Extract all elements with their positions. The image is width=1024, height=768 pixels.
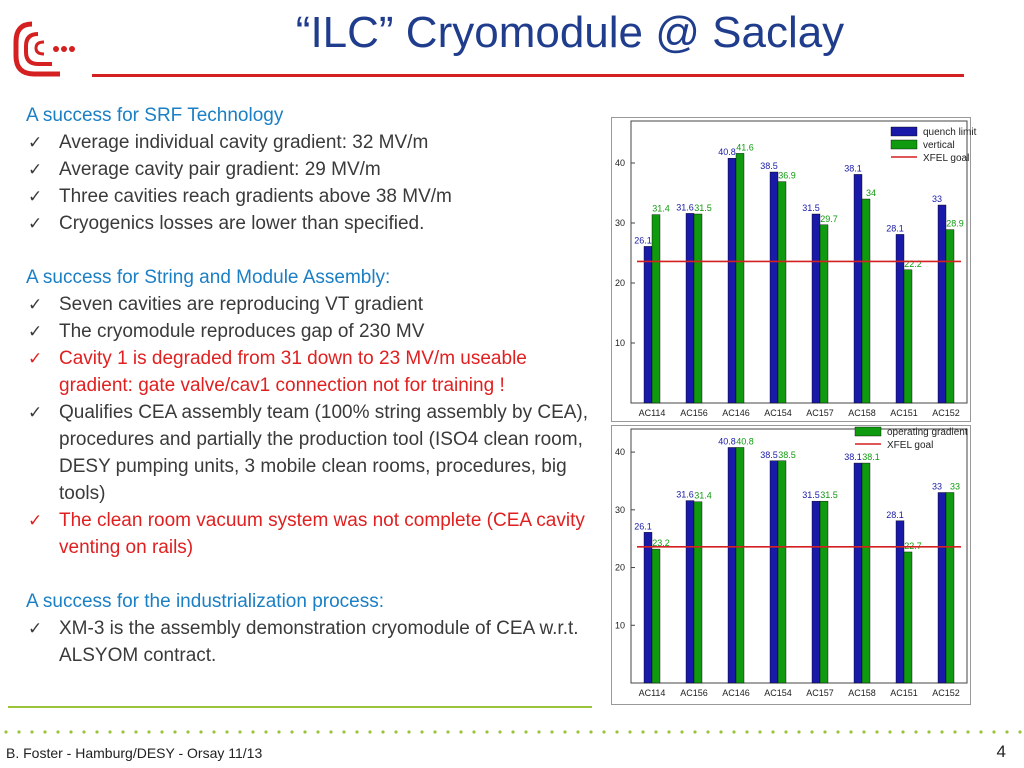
bar	[728, 447, 736, 683]
bullet-text: Qualifies CEA assembly team (100% string assembly by CEA), procedures and partially the production tool (ISO4 clean room, DESY pumping units, 3 mobile clean rooms, procedures, big tools)	[59, 402, 589, 504]
bar	[644, 246, 652, 403]
footer-dot	[43, 730, 46, 733]
footer-dot	[368, 730, 371, 733]
x-tick-label: AC151	[890, 408, 918, 418]
x-tick-label: AC152	[932, 688, 960, 698]
footer-dot	[264, 730, 267, 733]
footer-dot	[706, 730, 709, 733]
x-tick-label: AC156	[680, 688, 708, 698]
bar	[938, 205, 946, 403]
legend-swatch	[891, 127, 917, 136]
bar	[812, 214, 820, 403]
footer-dot	[212, 730, 215, 733]
bar	[896, 521, 904, 683]
bar	[812, 501, 820, 683]
footer-dot	[342, 730, 345, 733]
data-label: 31.6	[676, 202, 694, 213]
x-tick-label: AC154	[764, 408, 792, 418]
footer-dot	[160, 730, 163, 733]
data-label: 33	[931, 194, 943, 204]
data-label: 38.5	[760, 449, 778, 460]
footer-dot	[420, 730, 423, 733]
checkmark-icon: ✓	[28, 403, 43, 422]
bar	[904, 552, 912, 683]
bar	[938, 493, 946, 684]
footer-dot	[914, 730, 917, 733]
bar	[854, 174, 862, 403]
data-label: 34	[865, 188, 877, 198]
x-tick-label: AC158	[848, 408, 876, 418]
footer-dot	[394, 730, 397, 733]
y-tick-label: 30	[614, 218, 625, 228]
footer-dot	[95, 730, 98, 733]
bar	[652, 215, 660, 403]
footer-dot	[277, 730, 280, 733]
title-underline	[92, 74, 964, 77]
x-tick-label: AC146	[722, 688, 750, 698]
data-label: 41.6	[736, 142, 754, 153]
data-label: 22.2	[904, 258, 922, 269]
footer-dot	[134, 730, 137, 733]
data-label: 28.1	[886, 223, 904, 234]
data-label: 31.5	[802, 203, 820, 213]
footer-dot	[225, 730, 228, 733]
bar	[862, 463, 870, 683]
footer-dot	[680, 730, 683, 733]
lal-logo	[12, 18, 82, 78]
footer-dotted-line	[0, 729, 1024, 735]
footer-dot	[4, 730, 7, 733]
y-tick-label: 10	[614, 620, 625, 631]
bar	[644, 532, 652, 683]
x-tick-label: AC157	[806, 688, 834, 698]
legend-label: vertical	[923, 140, 955, 151]
data-label: 38.1	[862, 452, 880, 463]
data-label: 40.8	[736, 436, 754, 447]
y-tick-label: 30	[614, 504, 625, 515]
footer-dot	[433, 730, 436, 733]
legend-label: XFEL goal	[887, 440, 934, 451]
footer-dot	[888, 730, 891, 733]
footer-dot	[30, 730, 33, 733]
data-label: 31.4	[652, 203, 670, 214]
data-label: 38.5	[778, 449, 796, 460]
checkmark-icon: ✓	[28, 160, 43, 179]
footer-dot	[940, 730, 943, 733]
bar	[862, 199, 870, 403]
data-label: 31.5	[802, 490, 820, 501]
x-tick-label: AC156	[680, 408, 708, 418]
footer-dot	[173, 730, 176, 733]
footer-author: B. Foster - Hamburg/DESY - Orsay 11/13	[6, 745, 263, 761]
footer-dot	[615, 730, 618, 733]
footer-dot	[1005, 730, 1008, 733]
footer-dot	[329, 730, 332, 733]
legend-swatch	[855, 427, 881, 436]
bar	[904, 270, 912, 403]
bullet-text: XM-3 is the assembly demonstration cryomodule of CEA w.r.t. ALSYOM contract.	[59, 618, 579, 666]
footer-dot	[147, 730, 150, 733]
section-heading: A success for the industrialization process:	[26, 591, 385, 612]
bullet-text: Cryogenics losses are lower than specified.	[59, 213, 425, 234]
data-label: 28.1	[886, 509, 904, 520]
x-tick-label: AC146	[722, 408, 750, 418]
data-label: 28.9	[946, 218, 964, 229]
checkmark-icon: ✓	[28, 322, 43, 341]
y-tick-label: 40	[614, 447, 625, 458]
data-label: 23.2	[652, 538, 670, 549]
footer-dot	[745, 730, 748, 733]
x-tick-label: AC114	[638, 408, 666, 418]
footer-dot	[82, 730, 85, 733]
checkmark-icon: ✓	[28, 187, 43, 206]
bullet-text: Three cavities reach gradients above 38 MV/m	[59, 186, 452, 207]
bar	[820, 225, 828, 403]
footer-dot	[69, 730, 72, 733]
footer-dot	[667, 730, 670, 733]
bullet-text: Average individual cavity gradient: 32 MV/m	[59, 132, 429, 153]
bar	[770, 461, 778, 683]
bullet-item	[26, 291, 591, 318]
bullet-item	[26, 399, 591, 507]
footer-dot	[966, 730, 969, 733]
bar	[820, 501, 828, 683]
footer-dot	[628, 730, 631, 733]
checkmark-icon: ✓	[28, 511, 43, 530]
footer-dot	[641, 730, 644, 733]
checkmark-icon: ✓	[28, 349, 43, 368]
footer-dot	[316, 730, 319, 733]
footer-dot	[576, 730, 579, 733]
bullet-item	[26, 210, 591, 237]
footer-dot	[251, 730, 254, 733]
y-tick-label: 20	[614, 278, 625, 288]
data-label: 38.1	[844, 163, 862, 174]
data-label: 40.8	[718, 147, 736, 158]
footer-dot	[17, 730, 20, 733]
footer-dot	[186, 730, 189, 733]
footer-dot	[849, 730, 852, 733]
bullet-item	[26, 183, 591, 210]
bullet-item	[26, 507, 591, 561]
bar	[896, 234, 904, 403]
footer-dot	[381, 730, 384, 733]
footer-dot	[758, 730, 761, 733]
footer-dot	[875, 730, 878, 733]
bar	[736, 447, 744, 683]
data-label: 38.5	[760, 161, 778, 171]
section-heading: A success for SRF Technology	[26, 105, 284, 126]
footer-dot	[732, 730, 735, 733]
footer-dot	[407, 730, 410, 733]
footer-dot	[199, 730, 202, 733]
data-label: 26.1	[634, 521, 652, 532]
footer-dot	[862, 730, 865, 733]
bullet-text: The cryomodule reproduces gap of 230 MV	[59, 321, 425, 342]
footer-dot	[823, 730, 826, 733]
footer-dot	[992, 730, 995, 733]
section-heading: A success for String and Module Assembly:	[26, 267, 391, 288]
legend-label: operating gradient	[887, 427, 968, 438]
footer-dot	[485, 730, 488, 733]
data-label: 26.1	[634, 235, 652, 246]
bullet-item	[26, 129, 591, 156]
footer-dot	[927, 730, 930, 733]
bar	[652, 549, 660, 683]
slide-title: “ILC” Cryomodule @ Saclay	[295, 8, 845, 57]
bullet-text: The clean room vacuum system was not complete (CEA cavity venting on rails)	[59, 510, 585, 558]
footer-dot	[511, 730, 514, 733]
data-label: 29.7	[820, 213, 838, 224]
footer-dot	[810, 730, 813, 733]
bullet-text: Seven cavities are reproducing VT gradient	[59, 294, 424, 315]
footer-dot	[836, 730, 839, 733]
x-tick-label: AC114	[638, 688, 666, 698]
data-label: 33	[949, 481, 961, 492]
data-label: 40.8	[718, 436, 736, 447]
footer-dot	[472, 730, 475, 733]
bar	[778, 461, 786, 683]
legend-label: XFEL goal	[923, 153, 970, 164]
data-label: 38.1	[844, 452, 862, 463]
checkmark-icon: ✓	[28, 295, 43, 314]
bar	[770, 172, 778, 403]
footer-dot	[797, 730, 800, 733]
bar	[946, 230, 954, 403]
footer-dot	[290, 730, 293, 733]
footer-dot	[589, 730, 592, 733]
chart-frame	[612, 118, 971, 422]
footer-dot	[693, 730, 696, 733]
data-label: 22.7	[904, 540, 922, 551]
footer-dot	[537, 730, 540, 733]
y-tick-label: 10	[614, 338, 625, 348]
footer-dot	[498, 730, 501, 733]
footer-dot	[719, 730, 722, 733]
x-tick-label: AC151	[890, 688, 918, 698]
data-label: 31.5	[694, 203, 712, 213]
footer-dot	[550, 730, 553, 733]
x-tick-label: AC157	[806, 408, 834, 418]
bar	[854, 463, 862, 683]
footer-dot	[56, 730, 59, 733]
footer-dot	[602, 730, 605, 733]
footer-dot	[953, 730, 956, 733]
footer-dot	[563, 730, 566, 733]
chart-top	[611, 117, 977, 422]
data-label: 31.4	[694, 490, 712, 501]
bar	[686, 501, 694, 683]
checkmark-icon: ✓	[28, 133, 43, 152]
footer-dot	[524, 730, 527, 733]
bar	[728, 158, 736, 403]
chart-frame	[612, 426, 971, 705]
data-label: 36.9	[778, 170, 796, 181]
footer-dot	[901, 730, 904, 733]
bar	[736, 153, 744, 403]
page-number: 4	[996, 742, 1006, 761]
checkmark-icon: ✓	[28, 619, 43, 638]
footer-dot	[654, 730, 657, 733]
footer-dot	[979, 730, 982, 733]
bar	[694, 502, 702, 683]
bullet-item	[26, 615, 591, 669]
bullet-text: Cavity 1 is degraded from 31 down to 23 MV/m useable gradient: gate valve/cav1 connection not for training !	[59, 348, 527, 396]
footer-dot	[303, 730, 306, 733]
chart-bottom	[611, 425, 971, 705]
bullet-content	[26, 102, 591, 669]
footer-dot	[108, 730, 111, 733]
footer-dot	[238, 730, 241, 733]
bar	[694, 214, 702, 403]
bullet-item	[26, 156, 591, 183]
legend-label: quench limit	[923, 127, 977, 138]
bullet-item	[26, 318, 591, 345]
footer-dot	[446, 730, 449, 733]
x-tick-label: AC158	[848, 688, 876, 698]
footer-dot	[459, 730, 462, 733]
footer-dot	[1018, 730, 1021, 733]
footer-dot	[784, 730, 787, 733]
bar	[946, 493, 954, 684]
data-label: 33	[931, 481, 943, 492]
data-label: 31.5	[820, 490, 838, 501]
x-tick-label: AC154	[764, 688, 792, 698]
bar	[778, 182, 786, 403]
footer-green-rule	[8, 706, 592, 708]
footer-dot	[355, 730, 358, 733]
footer-dot	[121, 730, 124, 733]
y-tick-label: 40	[614, 158, 625, 168]
bar	[686, 213, 694, 403]
legend-swatch	[891, 140, 917, 149]
footer-dot	[771, 730, 774, 733]
checkmark-icon: ✓	[28, 214, 43, 233]
bullet-item	[26, 345, 591, 399]
bullet-text: Average cavity pair gradient: 29 MV/m	[59, 159, 381, 180]
y-tick-label: 20	[614, 562, 625, 573]
data-label: 31.6	[676, 489, 694, 500]
x-tick-label: AC152	[932, 408, 960, 418]
